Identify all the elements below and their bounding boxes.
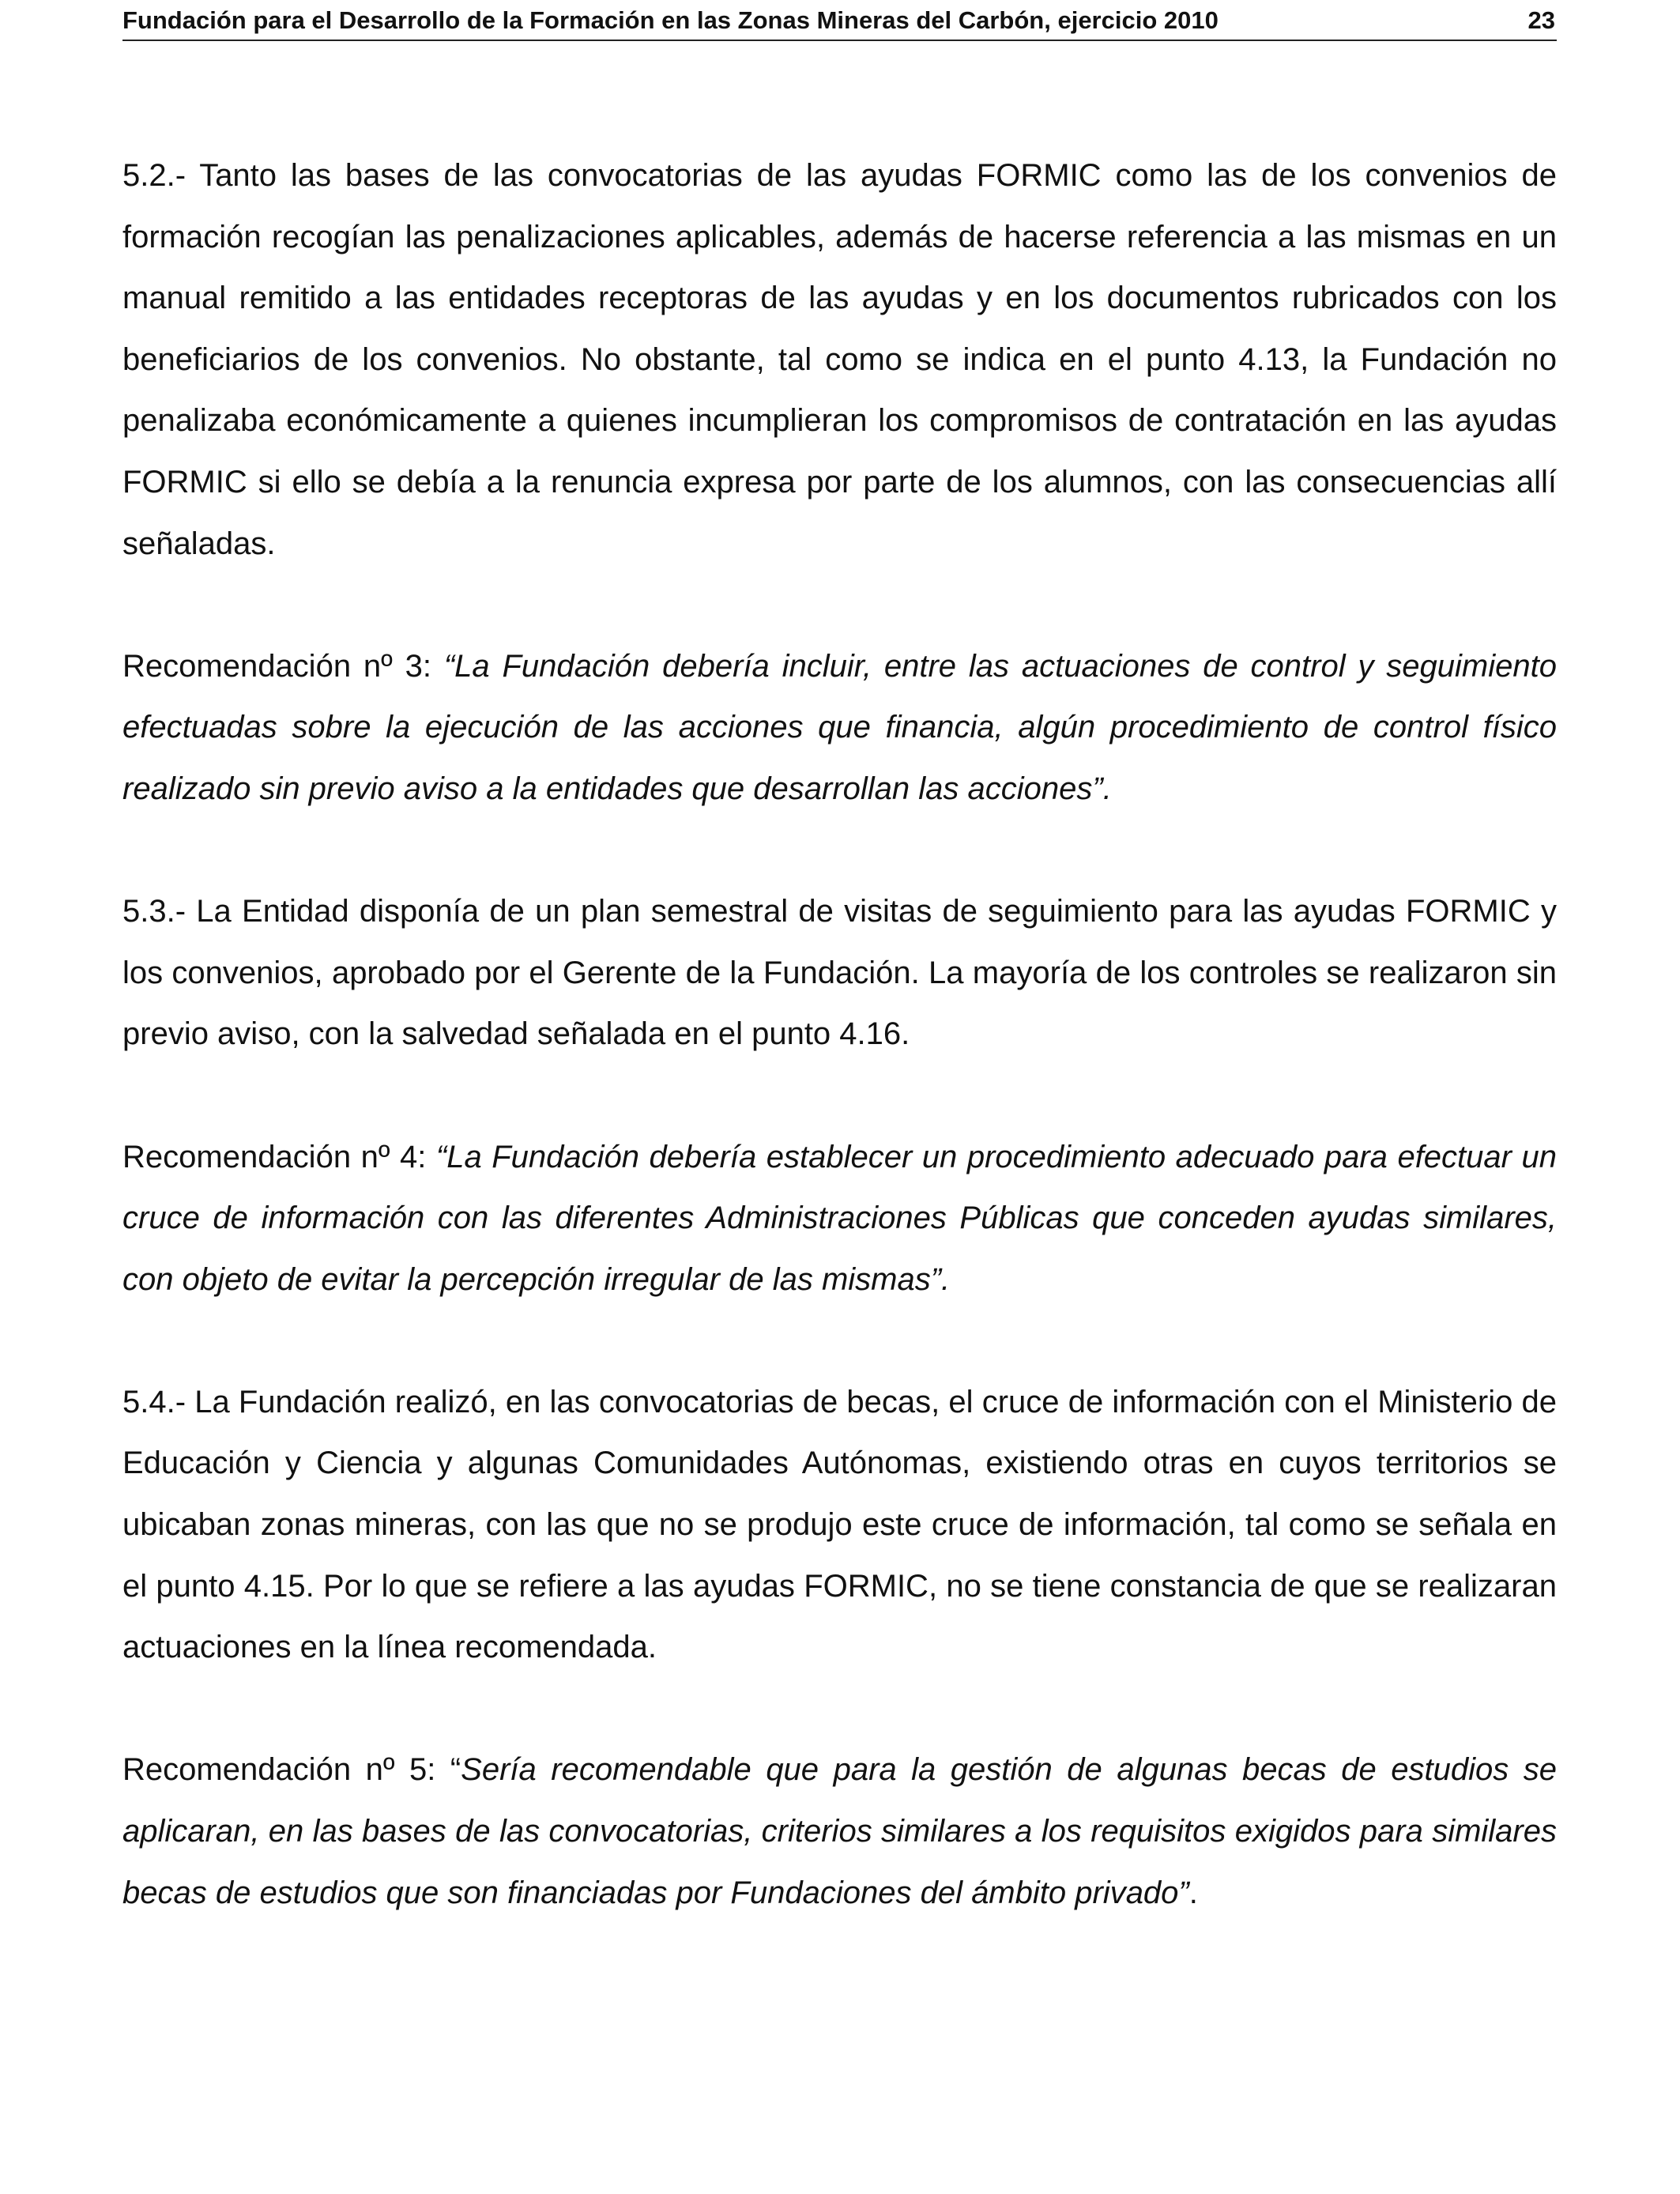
paragraph-5-2-text: 5.2.- Tanto las bases de las convocatorias de las ayudas FORMIC como las de los convenios de formación recogían las penalizaciones aplicables, además de hacerse referencia a las mismas en un manual remitido a las entidades receptoras de las ayudas y en los documentos rubricados con los beneficiarios de los convenios. No obstante, tal como se indica en el punto 4.13, la Fundación no penalizaba económicamente a quienes incumplieran los compromisos de contratación en las ayudas FORMIC si ello se debía a la renuncia expresa por parte de los alumnos, con las consecuencias allí señaladas. [122,158,1557,561]
document-body [122,145,1557,1924]
recommendation-3-label: Recomendación nº 3: [122,648,444,684]
recommendation-3-text: “La Fundación debería incluir, entre las actuaciones de control y seguimiento efectuadas sobre la ejecución de las acciones que financia, algún procedimiento de control físico realizado sin previo aviso a la entidades que desarrollan las acciones”. [122,648,1557,806]
recommendation-3 [122,636,1557,820]
paragraph-spacer [122,1065,1557,1127]
recommendation-4-label: Recomendación nº 4: [122,1139,436,1174]
paragraph-spacer [122,1679,1557,1740]
paragraph-spacer [122,820,1557,882]
header-title: Fundación para el Desarrollo de la Formación en las Zonas Mineras del Carbón, ejercicio 2010 [122,6,1219,34]
recommendation-4-text: “La Fundación debería establecer un procedimiento adecuado para efectuar un cruce de información con las diferentes Administraciones Públicas que conceden ayudas similares, con objeto de evitar la percepción irregular de las mismas”. [122,1139,1558,1297]
recommendation-5-text: Sería recomendable que para la gestión de algunas becas de estudios se aplicaran, en las bases de las convocatorias, criterios similares a los requisitos exigidos para similares becas de estudios que son financiadas por Fundaciones del ámbito privado” [122,1752,1557,1910]
paragraph-5-4 [122,1372,1557,1679]
paragraph-5-4-text: 5.4.- La Fundación realizó, en las convocatorias de becas, el cruce de información con el Ministerio de Educación y Ciencia y algunas Comunidades Autónomas, existiendo otras en cuyos territorios se ubicaban zonas mineras, con las que no se produjo este cruce de información, tal como se señala en el punto 4.15. Por lo que se refiere a las ayudas FORMIC, no se tiene constancia de que se realizaran actuaciones en la línea recomendada. [122,1384,1557,1665]
paragraph-spacer [122,575,1557,636]
recommendation-5-period: . [1188,1875,1198,1910]
page-header [122,6,1557,41]
paragraph-spacer [122,1310,1557,1372]
recommendation-5 [122,1740,1557,1924]
recommendation-4 [122,1127,1557,1311]
recommendation-5-label: Recomendación nº 5: [122,1752,450,1788]
paragraph-5-3-text: 5.3.- La Entidad disponía de un plan semestral de visitas de seguimiento para las ayudas FORMIC y los convenios, aprobado por el Gerente de la Fundación. La mayoría de los controles se realizaron sin previo aviso, con la salvedad señalada en el punto 4.16. [122,894,1557,1052]
paragraph-5-3 [122,881,1557,1065]
page-number: 23 [1527,6,1555,34]
recommendation-5-open-quote: “ [450,1752,461,1788]
paragraph-5-2 [122,145,1557,575]
